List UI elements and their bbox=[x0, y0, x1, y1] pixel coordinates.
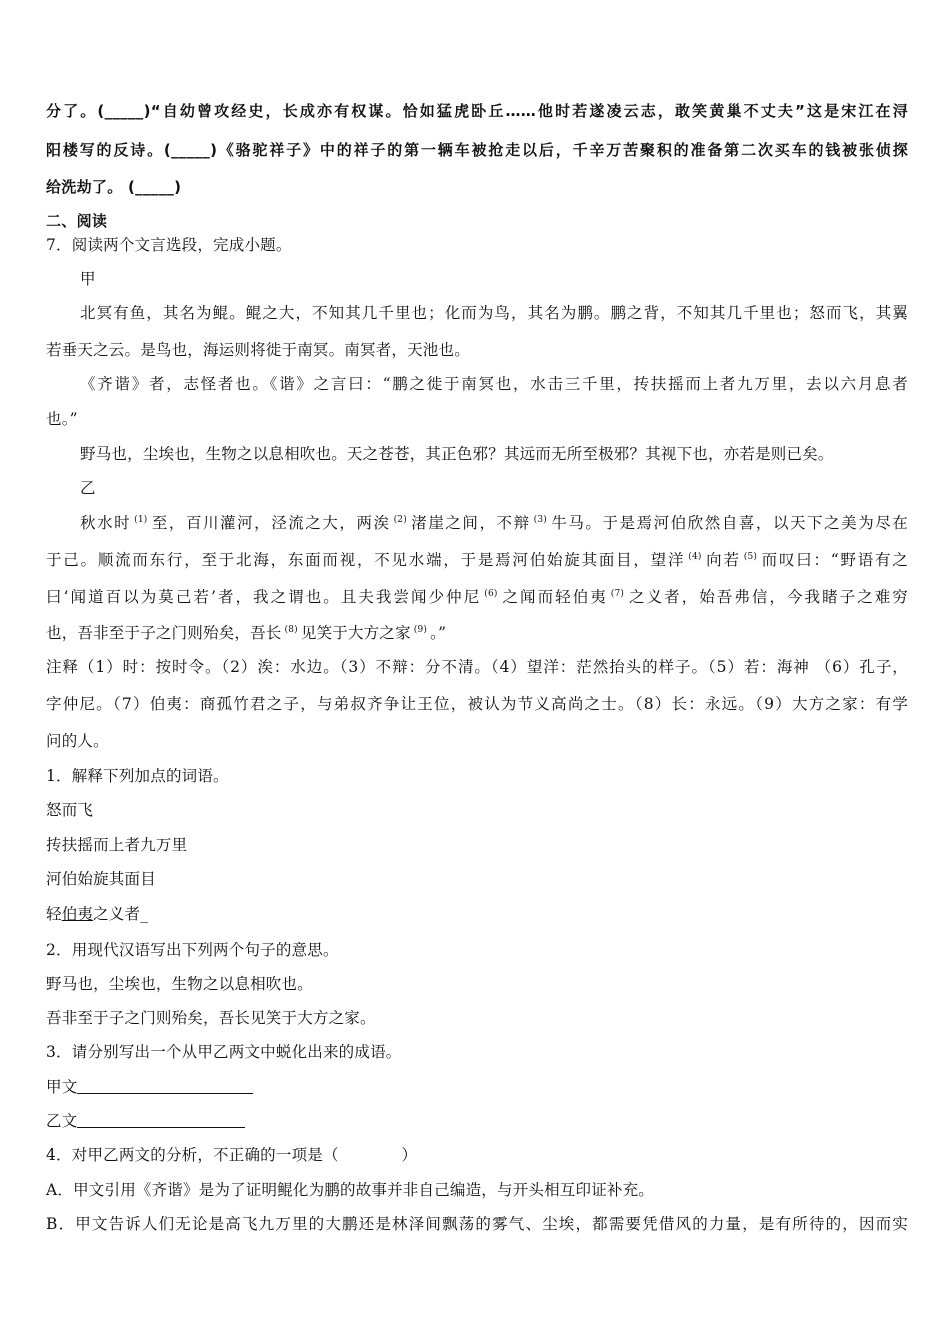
q3-jia-answer-row bbox=[46, 1077, 908, 1097]
underlined-term: 伯夷 bbox=[61, 905, 94, 923]
sub-question-4-prompt: 4．对甲乙两文的分析，不正确的一项是（ ） bbox=[46, 1146, 418, 1164]
passage-jia-p1-line2: 若垂天之云。是鸟也，海运则将徙于南冥。南冥者，天池也。 bbox=[46, 341, 470, 359]
q4-option-a[interactable]: A．甲文引用《齐谐》是为了证明鲲化为鹏的故事并非自己编造，与开头相互印证补充。 bbox=[46, 1181, 654, 1199]
sub-question-2-prompt: 2．用现代汉语写出下列两个句子的意思。 bbox=[46, 941, 339, 959]
notes-line-3: 问的人。 bbox=[46, 732, 109, 750]
footnote-marker: (2) bbox=[393, 515, 407, 525]
sub-question-1-prompt: 1．解释下列加点的词语。 bbox=[46, 767, 229, 785]
text-segment: 轻 bbox=[46, 905, 62, 923]
footnote-marker: (1) bbox=[134, 515, 148, 525]
footnote-marker: (8) bbox=[284, 625, 298, 635]
notes-line-2: 字仲尼。（7）伯夷：商孤竹君之子，与弟叔齐争让王位，被认为节义高尚之士。（8）长：永远。（9）大方之家：有学 bbox=[46, 695, 908, 713]
section-one-line-2: 阳楼写的反诗。(_____)《骆驼祥子》中的祥子的第一辆车被抢走以后，千辛万苦聚积的准备第二次买车的钱被张侦探 bbox=[46, 141, 908, 159]
text-segment: 牛马。于是焉河伯欣然自喜，以天下之美为尽在 bbox=[549, 514, 909, 532]
text-segment: 之义者，始吾弗信，今我睹子之难穷 bbox=[627, 588, 909, 606]
text-segment: 于己。顺流而东行，至于北海，东面而视，不见水端，于是焉河伯始旋其面目，望洋 bbox=[46, 551, 686, 569]
text-segment: 之义者_ bbox=[93, 905, 149, 923]
passage-yi-line1 bbox=[46, 510, 908, 533]
text-segment: 至，百川灌河，泾流之大，两涘 bbox=[150, 514, 391, 532]
q4-option-b[interactable]: B．甲文告诉人们无论是高飞九万里的大鹏还是林泽间飘荡的雾气、尘埃，都需要凭借风的力量，是有所待的，因而实 bbox=[46, 1215, 908, 1233]
footnote-marker: (3) bbox=[533, 515, 547, 525]
text-segment: 见笑于大方之家 bbox=[300, 624, 411, 642]
q3-jia-answer-blank[interactable] bbox=[77, 1079, 253, 1094]
passage-jia-p2-line1: 《齐谐》者，志怪者也。《谐》之言曰：“鹏之徙于南冥也，水击三千里，抟扶摇而上者九万里，去以六月息者 bbox=[80, 375, 908, 393]
q2-sentence-2: 吾非至于子之门则殆矣，吾长见笑于大方之家。 bbox=[46, 1009, 376, 1027]
footnote-marker: (6) bbox=[484, 589, 498, 599]
q3-jia-label: 甲文 bbox=[46, 1078, 78, 1096]
footnote-marker: (4) bbox=[688, 552, 702, 562]
section-heading-reading: 二、阅读 bbox=[46, 212, 108, 230]
q2-sentence-1: 野马也，尘埃也，生物之以息相吹也。 bbox=[46, 975, 313, 993]
section-one-line-3: 给洗劫了。 (_____) bbox=[46, 178, 182, 196]
passage-jia-p1-line1: 北冥有鱼，其名为鲲。鲲之大，不知其几千里也；化而为鸟，其名为鹏。鹏之背，不知其几千里也；怒而飞，其翼 bbox=[80, 304, 908, 322]
text-segment: 之闻而轻伯夷 bbox=[500, 588, 608, 606]
section-one-line-1: 分了。(_____)“自幼曾攻经史，长成亦有权谋。恰如猛虎卧丘……他时若遂凌云志，敢笑黄巢不丈夫”这是宋江在浔 bbox=[46, 102, 908, 120]
passage-yi-line2 bbox=[46, 547, 908, 570]
text-segment: 曰‘闻道百以为莫己若’者，我之谓也。且夫我尝闻少仲尼 bbox=[46, 588, 482, 606]
footnote-marker: (9) bbox=[413, 625, 428, 635]
footnote-marker: (7) bbox=[610, 589, 625, 599]
passage-jia-p3-line1: 野马也，尘埃也，生物之以息相吹也。天之苍苍，其正色邪？其远而无所至极邪？其视下也，亦若是则已矣。 bbox=[80, 445, 834, 463]
passage-jia-label: 甲 bbox=[80, 270, 96, 288]
q1-item-4 bbox=[46, 904, 908, 924]
notes-line-1: 注释（1）时：按时令。（2）涘：水边。（3）不辩：分不清。（4）望洋：茫然抬头的样子。（5）若：海神 （6）孔子， bbox=[46, 658, 908, 676]
text-segment: 秋水时 bbox=[80, 514, 132, 532]
q1-item-3: 河伯始旋其面目 bbox=[46, 870, 156, 888]
passage-yi-line4 bbox=[46, 620, 908, 643]
question-7-prompt: 7．阅读两个文言选段，完成小题。 bbox=[46, 236, 292, 254]
footnote-marker: (5) bbox=[743, 552, 758, 562]
passage-yi-label: 乙 bbox=[80, 479, 96, 497]
passage-yi-line3 bbox=[46, 584, 908, 607]
q1-item-2: 抟扶摇而上者九万里 bbox=[46, 836, 188, 854]
q3-yi-answer-blank[interactable] bbox=[77, 1113, 245, 1128]
sub-question-3-prompt: 3．请分别写出一个从甲乙两文中蜕化出来的成语。 bbox=[46, 1043, 402, 1061]
text-segment: 也，吾非至于子之门则殆矣，吾长 bbox=[46, 624, 282, 642]
text-segment: 而叹曰：“野语有之 bbox=[760, 551, 909, 569]
q3-yi-label: 乙文 bbox=[46, 1112, 78, 1130]
text-segment: 。” bbox=[430, 624, 447, 642]
q3-yi-answer-row bbox=[46, 1111, 908, 1131]
text-segment: 渚崖之间，不辩 bbox=[409, 514, 531, 532]
passage-jia-p2-line2: 也。” bbox=[46, 410, 78, 428]
text-segment: 向若 bbox=[704, 551, 741, 569]
q1-item-1: 怒而飞 bbox=[46, 801, 94, 819]
